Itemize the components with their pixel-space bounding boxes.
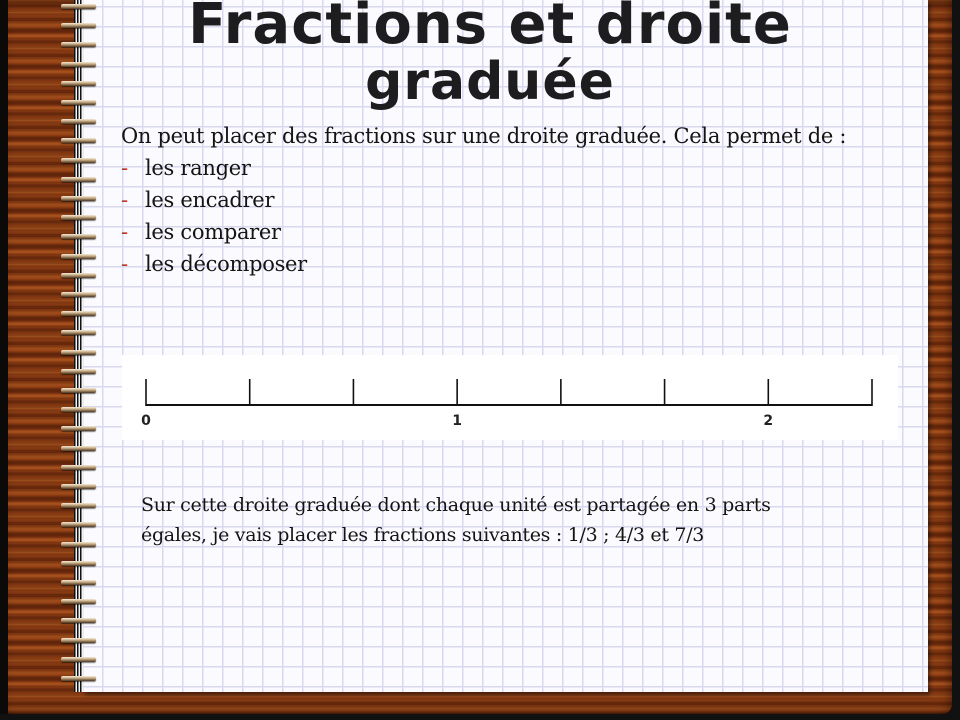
spiral-ring-icon: [61, 330, 96, 335]
spiral-ring-icon: [61, 292, 96, 297]
instruction-paragraph: [141, 490, 861, 550]
spiral-ring-icon: [61, 561, 96, 566]
list-item: [121, 248, 307, 280]
spiral-ring-icon: [61, 311, 96, 316]
list-item: [121, 152, 307, 184]
number-line-figure: [122, 355, 898, 440]
purpose-list: [121, 152, 307, 280]
tick-label-1: 1: [452, 413, 463, 429]
spiral-ring-icon: [61, 465, 96, 470]
spiral-ring-icon: [61, 177, 96, 182]
list-item: [121, 184, 307, 216]
spiral-ring-icon: [61, 657, 96, 662]
spiral-ring-icon: [61, 234, 96, 239]
tick-label-0: 0: [141, 413, 151, 429]
list-item-label: les comparer: [145, 220, 281, 244]
dash-bullet-icon: -: [121, 156, 128, 180]
spiral-ring-icon: [61, 484, 96, 489]
list-item-label: les encadrer: [145, 188, 275, 212]
list-item: [121, 216, 307, 248]
board-edge: [0, 0, 8, 714]
spiral-ring-icon: [61, 638, 96, 643]
spiral-ring-icon: [61, 215, 96, 220]
instruction-line-1: Sur cette droite graduée dont chaque unité est partagée en 3 parts: [141, 494, 771, 516]
spiral-ring-icon: [61, 196, 96, 201]
dash-bullet-icon: -: [121, 188, 128, 212]
spiral-ring-icon: [61, 446, 96, 451]
spiral-ring-icon: [61, 369, 96, 374]
spiral-ring-icon: [61, 599, 96, 604]
spiral-ring-icon: [61, 580, 96, 585]
dash-bullet-icon: -: [121, 252, 128, 276]
page-title-line-1: Fractions et droite: [188, 0, 792, 57]
spiral-ring-icon: [61, 426, 96, 431]
spiral-ring-icon: [61, 676, 96, 681]
spiral-ring-icon: [61, 503, 96, 508]
spiral-ring-icon: [61, 273, 96, 278]
spiral-ring-icon: [61, 407, 96, 412]
spiral-ring-icon: [61, 254, 96, 259]
tick-label-2: 2: [763, 413, 774, 429]
spiral-ring-icon: [61, 542, 96, 547]
spiral-ring-icon: [61, 522, 96, 527]
number-line-graphic: [122, 355, 898, 440]
list-item-label: les ranger: [145, 156, 251, 180]
dash-bullet-icon: -: [121, 220, 128, 244]
spiral-ring-icon: [61, 388, 96, 393]
spiral-ring-icon: [61, 158, 96, 163]
spiral-ring-icon: [61, 618, 96, 623]
list-item-label: les décomposer: [145, 252, 307, 276]
page-title-line-2: graduée: [365, 52, 615, 112]
spiral-ring-icon: [61, 119, 96, 124]
spiral-ring-icon: [61, 138, 96, 143]
spiral-ring-icon: [61, 350, 96, 355]
number-line-ticks: [146, 379, 872, 406]
intro-text: On peut placer des fractions sur une droite graduée. Cela permet de :: [121, 124, 847, 148]
instruction-line-2: égales, je vais placer les fractions suivantes : 1/3 ; 4/3 et 7/3: [141, 524, 705, 546]
